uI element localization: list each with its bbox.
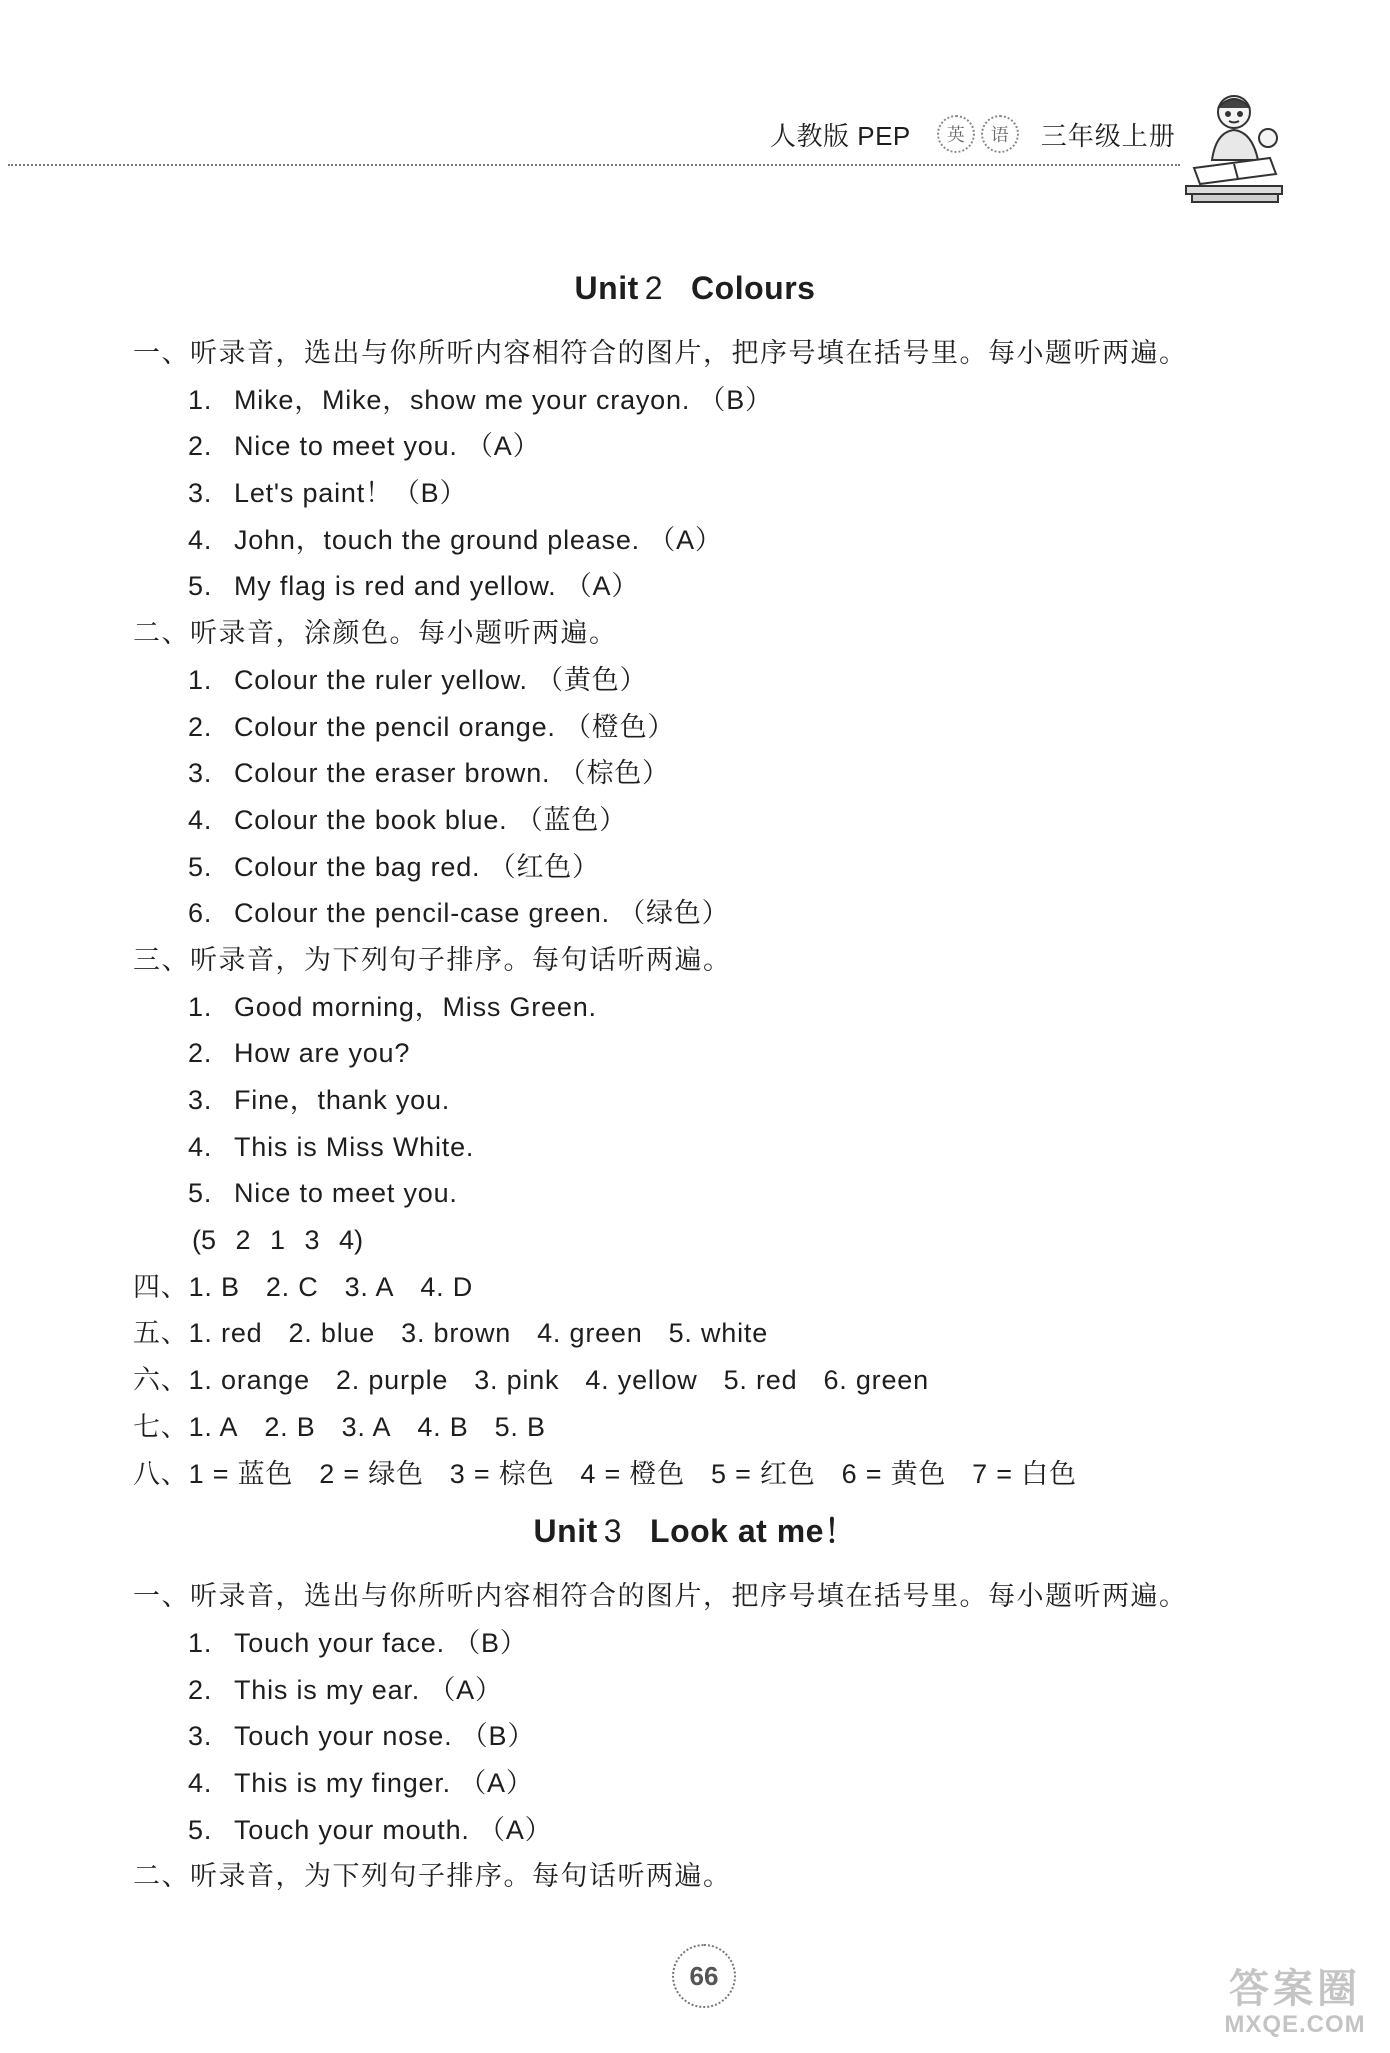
answer-label: 五、 (133, 1318, 189, 1349)
item-number: 5. (188, 571, 213, 602)
student-reading-illustration (1172, 88, 1294, 206)
list-item (0, 377, 1390, 424)
item-number: 1. (188, 664, 213, 695)
answer-row (0, 1404, 1390, 1451)
answer-token: 3. A (341, 1411, 392, 1442)
item-text: Colour the pencil-case green. （绿色） (234, 898, 730, 929)
answer-token: 2. B (264, 1411, 316, 1442)
item-text: Nice to meet you. （A） (234, 431, 541, 462)
list-item (0, 1170, 1390, 1217)
answer-token: 1 = 蓝色 (188, 1458, 294, 1489)
item-text: Colour the pencil orange. （橙色） (234, 711, 676, 742)
answer-token: 4. D (420, 1271, 474, 1302)
item-text: Fine，thank you. (234, 1085, 451, 1115)
item-text: Colour the ruler yellow. （黄色） (234, 664, 648, 695)
answer-token: 1. B (188, 1271, 240, 1302)
item-number: 2. (188, 1038, 213, 1069)
item-number: 1. (188, 384, 213, 415)
answer-row (0, 1451, 1390, 1498)
answer-label: 四、 (133, 1271, 189, 1302)
textbook-edition: 人教版 PEP (770, 120, 911, 151)
answer-token: 5. red (723, 1365, 798, 1396)
answer-token: 6. green (823, 1365, 929, 1396)
item-number: 4. (188, 804, 213, 835)
answer-token: 2. C (265, 1271, 319, 1302)
item-number: 6. (188, 898, 213, 929)
answer-label: 七、 (133, 1411, 189, 1442)
list-item (0, 844, 1390, 891)
item-number: 3. (188, 1721, 213, 1752)
item-text: Touch your nose. （B） (234, 1721, 536, 1752)
item-number: 5. (188, 851, 213, 882)
unit-title (0, 260, 1390, 316)
item-text: This is my finger. （A） (234, 1767, 534, 1798)
item-number: 2. (188, 431, 213, 462)
item-text: This is Miss White. (234, 1131, 475, 1162)
item-text: My flag is red and yellow. （A） (234, 571, 640, 602)
answer-token: 5. white (668, 1318, 769, 1349)
subject-badge-2: 语 (981, 115, 1019, 153)
list-item (0, 750, 1390, 797)
answer-row (0, 1310, 1390, 1357)
answer-token: 7 = 白色 (972, 1458, 1077, 1489)
running-header (770, 112, 1176, 156)
answer-token: 1. A (188, 1411, 239, 1442)
section-heading: 一、听录音，选出与你所听内容相符合的图片，把序号填在括号里。每小题听两遍。 (133, 338, 1188, 368)
unit-label: Unit (533, 1513, 598, 1550)
answer-token: 4. green (537, 1318, 643, 1349)
list-item (0, 704, 1390, 751)
list-item (0, 517, 1390, 564)
item-number: 3. (188, 1085, 213, 1115)
item-text: Nice to meet you. (234, 1178, 458, 1209)
list-item (0, 1620, 1390, 1667)
list-item (0, 1807, 1390, 1854)
list-item (0, 797, 1390, 844)
unit-number: 2 (644, 270, 664, 306)
item-number: 1. (188, 1627, 213, 1658)
list-item (0, 984, 1390, 1031)
page-number: 66 (672, 1944, 736, 2008)
watermark (1205, 1966, 1385, 2038)
answer-label: 六、 (133, 1365, 189, 1396)
list-item (0, 470, 1390, 517)
item-number: 5. (188, 1814, 213, 1845)
list-item (0, 1077, 1390, 1124)
answer-token: 2 = 绿色 (319, 1458, 424, 1489)
answer-token: 5. B (494, 1411, 546, 1442)
unit-title (0, 1503, 1390, 1559)
section-heading: 二、听录音，涂颜色。每小题听两遍。 (133, 618, 618, 649)
item-text: Touch your mouth. （A） (234, 1814, 553, 1845)
answer-key-content (0, 254, 1390, 1900)
answer-token: 4 = 橙色 (580, 1458, 685, 1489)
answer-token: 4. yellow (585, 1365, 698, 1396)
list-item (0, 1760, 1390, 1807)
item-text: Colour the eraser brown. （棕色） (234, 758, 670, 789)
list-item (0, 1713, 1390, 1760)
item-text: Mike，Mike，show me your crayon. （B） (234, 384, 773, 415)
answer-row (0, 1357, 1390, 1404)
item-number: 4. (188, 1131, 213, 1162)
unit-number: 3 (603, 1513, 623, 1550)
item-text: How are you? (234, 1038, 411, 1069)
item-number: 2. (188, 711, 213, 742)
item-text: This is my ear. （A） (234, 1674, 503, 1705)
answer-row (0, 1264, 1390, 1311)
item-text: Colour the book blue. （蓝色） (234, 804, 627, 835)
item-text: Touch your face. （B） (234, 1627, 528, 1658)
section-heading: 三、听录音，为下列句子排序。每句话听两遍。 (133, 944, 732, 975)
item-text: Colour the bag red. （红色） (234, 851, 600, 882)
unit-name: Colours (691, 270, 816, 306)
watermark-site: MXQE.COM (1224, 2011, 1366, 2038)
answer-label: 八、 (133, 1458, 189, 1489)
sequence-answer: (5 2 1 3 4) (192, 1225, 364, 1256)
list-item (0, 563, 1390, 610)
item-number: 3. (188, 478, 213, 509)
answer-token: 2. purple (335, 1365, 449, 1396)
answer-token: 6 = 黄色 (841, 1458, 947, 1489)
section-heading: 一、听录音，选出与你所听内容相符合的图片，把序号填在括号里。每小题听两遍。 (133, 1581, 1188, 1612)
answer-token: 1. red (188, 1318, 263, 1349)
list-item (0, 1667, 1390, 1714)
list-item (0, 423, 1390, 470)
item-number: 2. (188, 1674, 213, 1705)
answer-token: 4. B (417, 1411, 469, 1442)
unit-label: Unit (574, 270, 639, 306)
section-heading: 二、听录音，为下列句子排序。每句话听两遍。 (133, 1861, 732, 1892)
unit-name: Look at me！ (650, 1513, 857, 1550)
answer-token: 5 = 红色 (710, 1458, 816, 1489)
item-text: Let's paint！（B） (234, 478, 468, 509)
item-text: Good morning，Miss Green. (234, 991, 597, 1022)
answer-token: 3 = 棕色 (449, 1458, 555, 1489)
item-number: 4. (188, 524, 213, 555)
grade-label: 三年级上册 (1040, 120, 1176, 151)
answer-token: 1. orange (188, 1365, 310, 1396)
answer-token: 2. blue (288, 1318, 376, 1349)
list-item (0, 1030, 1390, 1077)
header-dotted-rule (8, 164, 1180, 166)
answer-token: 3. pink (474, 1365, 560, 1396)
list-item (0, 890, 1390, 937)
watermark-logo-text: 答案圈 (1229, 1967, 1361, 2011)
subject-badges (937, 115, 1019, 153)
answer-token: 3. brown (401, 1318, 512, 1349)
list-item (0, 657, 1390, 704)
answer-token: 3. A (344, 1271, 395, 1302)
item-text: John，touch the ground please. （A） (234, 524, 723, 555)
item-number: 3. (188, 758, 213, 789)
list-item (0, 1124, 1390, 1171)
item-number: 4. (188, 1767, 213, 1798)
item-number: 1. (188, 991, 213, 1022)
subject-badge-1: 英 (937, 115, 975, 153)
item-number: 5. (188, 1178, 213, 1209)
